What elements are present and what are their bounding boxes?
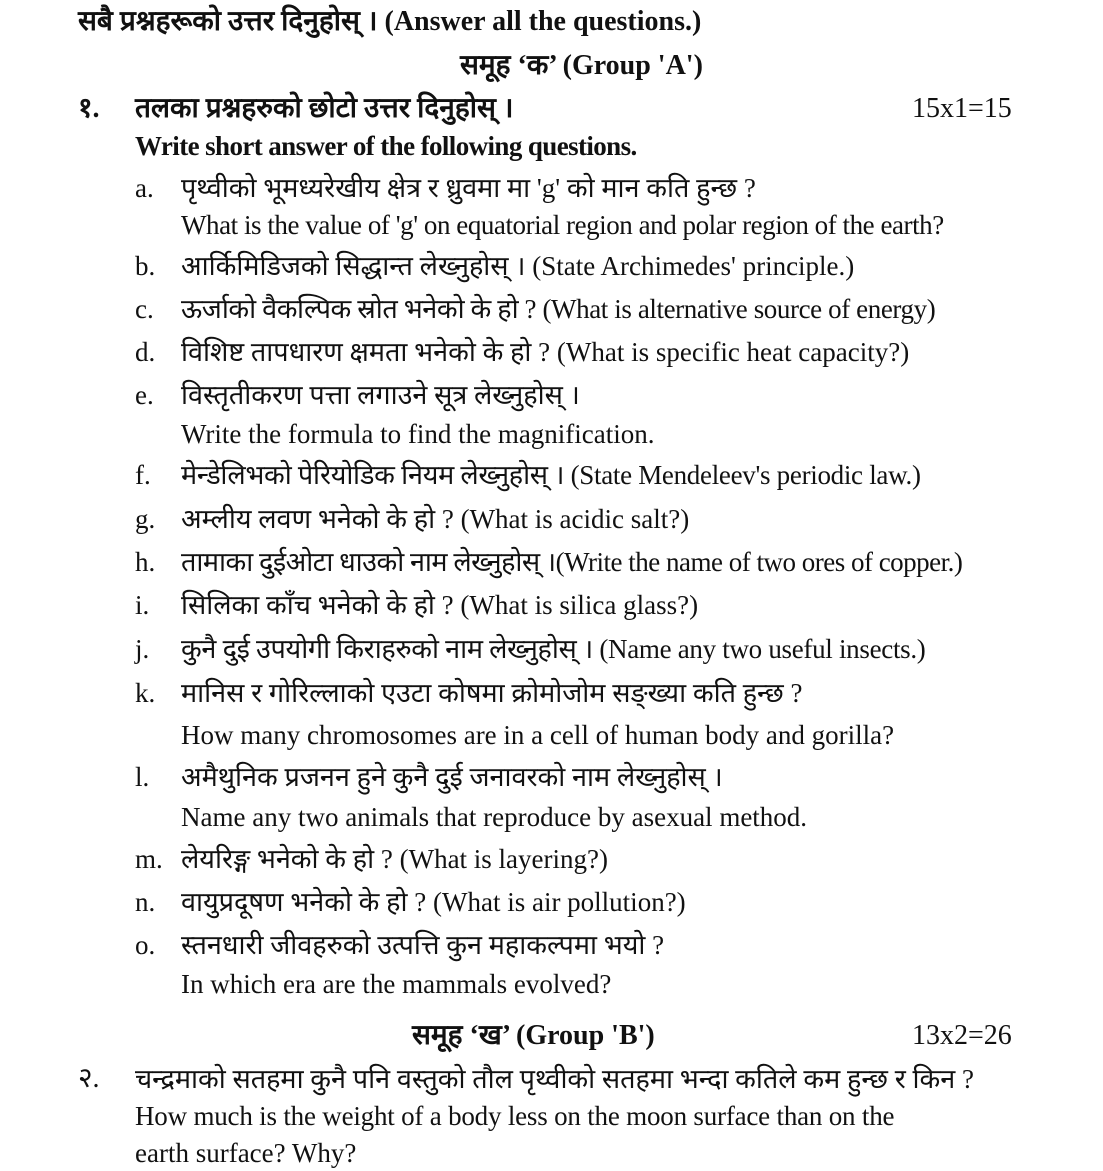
- item-j-label: j.: [135, 634, 150, 664]
- item-i-label: i.: [135, 590, 150, 620]
- item-k-label: k.: [135, 678, 156, 708]
- question-2-text-english-2: earth surface? Why?: [135, 1138, 357, 1168]
- item-b-label: b.: [135, 251, 156, 281]
- item-c-text: ऊर्जाको वैकल्पिक स्रोत भनेको के हो ? (What is alternative source of energy): [181, 294, 936, 324]
- item-g-text: अम्लीय लवण भनेको के हो ? (What is acidic salt?): [181, 504, 690, 534]
- item-i-text: सिलिका काँच भनेको के हो ? (What is silica glass?): [181, 590, 699, 620]
- item-n-text: वायुप्रदूषण भनेको के हो ? (What is air pollution?): [181, 887, 686, 917]
- item-a-text-nepali: पृथ्वीको भूमध्यरेखीय क्षेत्र र ध्रुवमा मा 'g' को मान कति हुन्छ ?: [181, 173, 756, 203]
- item-f-label: f.: [135, 460, 151, 490]
- item-m-label: m.: [135, 844, 163, 874]
- item-e-label: e.: [135, 380, 154, 410]
- item-c-label: c.: [135, 294, 154, 324]
- item-h-text: तामाका दुईओटा धाउको नाम लेख्नुहोस् ।(Write the name of two ores of copper.): [181, 547, 963, 577]
- item-l-label: l.: [135, 762, 150, 792]
- item-d-label: d.: [135, 337, 156, 367]
- item-d-text: विशिष्ट तापधारण क्षमता भनेको के हो ? (What is specific heat capacity?): [181, 337, 910, 367]
- question-2-number: २.: [78, 1063, 100, 1094]
- item-e-text-nepali: विस्तृतीकरण पत्ता लगाउने सूत्र लेख्नुहोस् ।: [181, 380, 580, 410]
- question-1-marks: 15x1=15: [912, 93, 1012, 124]
- item-k-text-nepali: मानिस र गोरिल्लाको एउटा कोषमा क्रोमोजोम सङ्ख्या कति हुन्छ ?: [181, 678, 803, 708]
- item-b-text: आर्किमिडिजको सिद्धान्त लेख्नुहोस् । (State Archimedes' principle.): [181, 251, 855, 281]
- item-o-label: o.: [135, 930, 156, 960]
- question-1-heading-nepali: तलका प्रश्नहरुको छोटो उत्तर दिनुहोस् ।: [135, 93, 514, 124]
- item-m-text: लेयरिङ्ग भनेको के हो ? (What is layering?): [181, 844, 608, 874]
- item-a-text-english: What is the value of 'g' on equatorial region and polar region of the earth?: [181, 210, 944, 240]
- item-e-text-english: Write the formula to find the magnification.: [181, 419, 655, 449]
- item-a-label: a.: [135, 173, 154, 203]
- question-1-heading-english: Write short answer of the following questions.: [135, 131, 637, 161]
- item-o-text-english: In which era are the mammals evolved?: [181, 969, 612, 999]
- item-k-text-english: How many chromosomes are in a cell of human body and gorilla?: [181, 720, 895, 750]
- item-f-text: मेन्डेलिभको पेरियोडिक नियम लेख्नुहोस् । (State Mendeleev's periodic law.): [181, 460, 921, 490]
- item-h-label: h.: [135, 547, 156, 577]
- group-b-marks: 13x2=26: [912, 1020, 1012, 1051]
- item-o-text-nepali: स्तनधारी जीवहरुको उत्पत्ति कुन महाकल्पमा भयो ?: [181, 930, 665, 960]
- item-g-label: g.: [135, 504, 156, 534]
- item-l-text-nepali: अमैथुनिक प्रजनन हुने कुनै दुई जनावरको नाम लेख्नुहोस् ।: [181, 762, 723, 792]
- question-2-text-english-1: How much is the weight of a body less on the moon surface than on the: [135, 1101, 895, 1131]
- group-a-heading: समूह ‘क’ (Group 'A'): [460, 50, 703, 81]
- item-l-text-english: Name any two animals that reproduce by asexual method.: [181, 802, 808, 832]
- item-j-text: कुनै दुई उपयोगी किराहरुको नाम लेख्नुहोस् । (Name any two useful insects.): [181, 634, 926, 664]
- group-b-heading: समूह ‘ख’ (Group 'B'): [412, 1020, 655, 1051]
- question-1-number: १.: [78, 93, 100, 124]
- general-instruction: सबै प्रश्नहरूको उत्तर दिनुहोस् । (Answer all the questions.): [78, 6, 702, 37]
- question-2-text-nepali: चन्द्रमाको सतहमा कुनै पनि वस्तुको तौल पृथ्वीको सतहमा भन्दा कतिले कम हुन्छ र किन ?: [135, 1064, 974, 1094]
- item-n-label: n.: [135, 887, 156, 917]
